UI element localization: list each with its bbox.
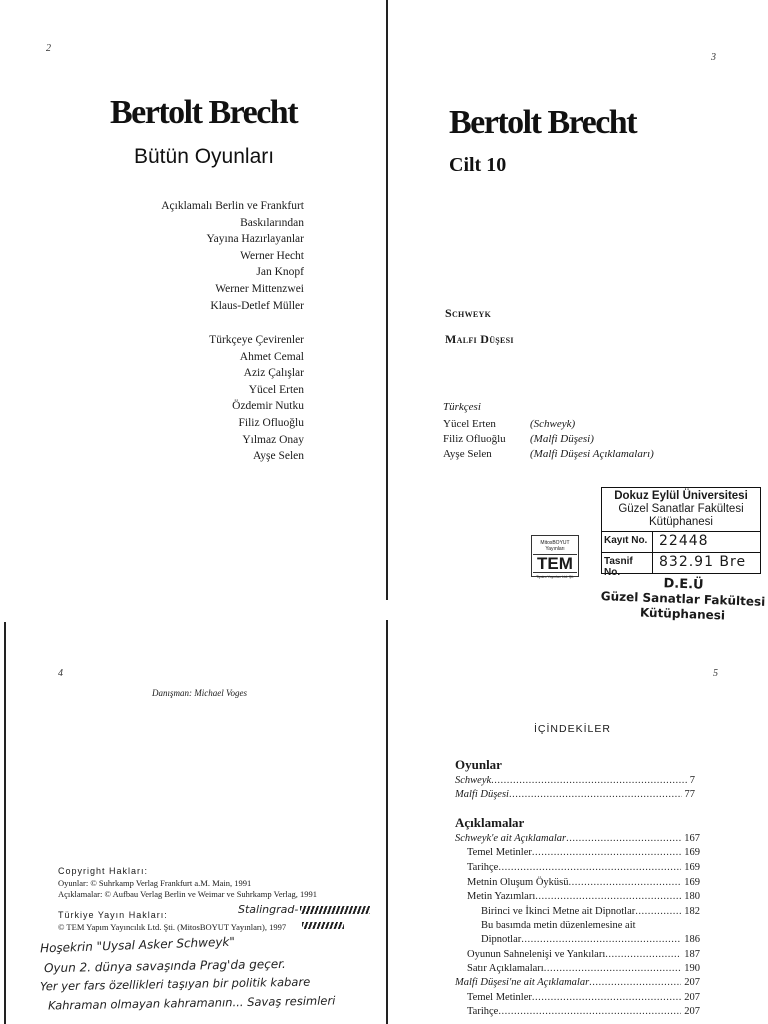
toc-entry-page: 167 [684, 833, 700, 844]
page-number: 3 [711, 52, 716, 63]
play-title: Schweyk [445, 306, 492, 320]
toc-entry [467, 846, 700, 860]
toc-entry [455, 976, 700, 990]
translator-name: Yılmaz Onay [242, 433, 304, 446]
stamp-value: 832.91 Bre [659, 554, 747, 570]
toc-entry-page: 180 [684, 891, 700, 902]
handwritten-note: Oyun 2. dünya savaşında Prag'da geçer. [43, 956, 286, 976]
translator-name: Yücel Erten [248, 383, 304, 396]
editors-line: Yayına Hazırlayanlar [206, 233, 304, 246]
page-number: 4 [58, 668, 63, 679]
toc-entry-page: 186 [684, 934, 700, 945]
toc-entry [455, 774, 695, 788]
translator-name: Aziz Çalışlar [243, 367, 304, 380]
scribble-mark [300, 906, 370, 914]
translator-work: (Malfi Düşesi Açıklamaları) [530, 448, 654, 460]
collection-subtitle: Bütün Oyunları [134, 145, 275, 168]
spine-line-bottom [386, 620, 388, 1024]
volume-label: Cilt 10 [449, 154, 507, 176]
toc-entry-page: 7 [689, 775, 695, 786]
editor-name: Werner Hecht [240, 249, 304, 262]
editors-line: Baskılarından [240, 216, 304, 229]
editors-block [161, 198, 304, 314]
stamp-row [602, 532, 760, 553]
toc-entry-label: Oyunun Sahnelenişi ve Yankıları [467, 949, 606, 960]
toc-entry [481, 933, 700, 947]
toc-entry-page: 187 [684, 949, 700, 960]
translator-name: Özdemir Nutku [232, 400, 304, 413]
library-stamp [601, 487, 761, 578]
stamp-key: Kayıt No. [602, 532, 653, 552]
library-ownership-stamp [597, 574, 768, 625]
translation-heading: Türkçesi [443, 401, 481, 413]
editor-name: Werner Mittenzwei [215, 282, 304, 295]
toc-entry-page: 207 [684, 977, 700, 988]
toc-section-heading: Oyunlar [455, 757, 502, 772]
toc-entry [467, 991, 700, 1005]
translator-work: (Schweyk) [530, 418, 576, 430]
play-title: Malfi Düşesi [445, 332, 514, 346]
copyright-line: Açıklamalar: © Aufbau Verlag Berlin ve Weimar ve Suhrkamp Verlag, 1991 [58, 889, 318, 899]
page-number: 5 [713, 668, 718, 679]
publisher-logo [531, 535, 579, 577]
toc-entry-label: Schweyk'e ait Açıklamalar [455, 833, 567, 844]
handwritten-note: Hoşekrin "Uysal Asker Schweyk" [39, 934, 236, 956]
editor-name: Klaus-Detlef Müller [210, 299, 304, 312]
spine-line-top [386, 0, 388, 600]
toc-entry [481, 905, 700, 919]
toc-entry-label: Tarihçe [467, 1006, 499, 1017]
toc-entry [467, 948, 700, 962]
publisher-logo-bottom: Tiyatro Yayınları Ltd. Şti. [536, 575, 574, 579]
stamp-line: D.E.Ü [663, 576, 704, 593]
publisher-logo-mark: TEM [533, 554, 577, 573]
handwritten-note: Kahraman olmayan kahramanın... Savaş resimleri [47, 993, 336, 1013]
toc-entry-label: Dipnotlar [481, 934, 522, 945]
toc-entry-label: Metnin Oluşum Öyküsü [467, 877, 569, 888]
toc-entry-label: Tarihçe [467, 862, 499, 873]
stamp-line: Güzel Sanatlar Fakültesi [600, 589, 766, 609]
toc-entry-label: Malfi Düşesi [455, 789, 509, 800]
copyright-line: Oyunlar: © Suhrkamp Verlag Frankfurt a.M. Main, 1991 [58, 878, 252, 888]
toc-entry [481, 919, 700, 933]
stamp-header-line: Güzel Sanatlar Fakültesi [618, 503, 744, 515]
left-edge-line [4, 622, 6, 1024]
translator-name: Filiz Ofluoğlu [238, 416, 304, 429]
toc-entry [467, 876, 700, 890]
toc-entry-label: Satır Açıklamaları [467, 963, 544, 974]
page-number: 2 [46, 43, 51, 54]
advisor-line: Danışman: Michael Voges [152, 688, 247, 698]
copyright-heading: Copyright Hakları: [58, 866, 149, 876]
translators-heading: Türkçeye Çevirenler [209, 334, 304, 346]
toc-entry-page: 182 [684, 906, 700, 917]
editor-name: Jan Knopf [256, 266, 304, 279]
toc-entry-page: 207 [684, 1006, 700, 1017]
translators-block [209, 332, 304, 465]
handwritten-note: Stalingrad- [238, 903, 299, 916]
author-title: Bertolt Brecht [449, 104, 637, 141]
turkey-rights-line: © TEM Yapım Yayıncılık Ltd. Şti. (MitosBOYUT Yayınları), 1997 [58, 922, 287, 932]
translator-name: Filiz Ofluoğlu [443, 433, 506, 445]
toc-entry-label: Malfi Düşesi'ne ait Açıklamalar [455, 977, 590, 988]
handwritten-note: Yer yer fars özellikleri taşıyan bir politik kabare [39, 974, 311, 994]
translator-name: Ayşe Selen [252, 450, 304, 463]
stamp-key: Tasnif No. [602, 553, 653, 573]
toc-section-heading: Açıklamalar [455, 815, 525, 830]
stamp-header-line: Dokuz Eylül Üniversitesi [614, 490, 748, 502]
scribble-mark [302, 922, 344, 929]
stamp-line: Kütüphanesi [639, 605, 726, 623]
translator-name: Ayşe Selen [443, 448, 492, 460]
toc-entry-page: 169 [684, 847, 700, 858]
toc-entry-label: Temel Metinler [467, 847, 532, 858]
toc-entry [455, 832, 700, 846]
translator-name: Yücel Erten [443, 418, 496, 430]
toc-entry-page: 169 [684, 877, 700, 888]
library-stamp-header [602, 488, 760, 532]
toc-entry-page: 190 [684, 963, 700, 974]
turkey-rights-heading: Türkiye Yayın Hakları: [58, 910, 168, 920]
toc-entry-page: 77 [684, 789, 695, 800]
toc-entry-label: Metin Yazımları [467, 891, 536, 902]
translator-name: Ahmet Cemal [239, 350, 304, 363]
toc-entry [467, 861, 700, 875]
publisher-logo-top: MitosBOYUT Yayınları [540, 540, 570, 552]
stamp-row [602, 553, 760, 578]
toc-entry-label: Bu basımda metin düzenlemesine ait [481, 920, 636, 931]
toc-entry-label: Schweyk [455, 775, 492, 786]
toc-entry [467, 962, 700, 976]
translator-work: (Malfi Düşesi) [530, 433, 594, 445]
toc-entry [467, 1005, 700, 1019]
toc-title: İÇİNDEKİLER [534, 723, 611, 735]
toc-entry-page: 169 [684, 862, 700, 873]
stamp-header-line: Kütüphanesi [649, 516, 713, 528]
toc-entry [455, 788, 695, 802]
toc-entry-label: Birinci ve İkinci Metne ait Dipnotlar [481, 906, 636, 917]
toc-entry-label: Temel Metinler [467, 992, 532, 1003]
stamp-value: 22448 [659, 533, 709, 549]
author-title: Bertolt Brecht [110, 94, 298, 131]
toc-entry-page: 207 [684, 992, 700, 1003]
editors-line: Açıklamalı Berlin ve Frankfurt [161, 200, 304, 212]
toc-entry [467, 890, 700, 904]
